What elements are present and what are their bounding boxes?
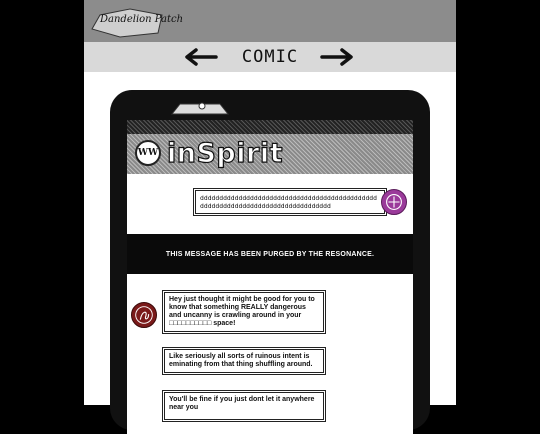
arrow-right-icon[interactable] (320, 47, 356, 67)
incoming-message-1: Hey just thought it might be good for you to know that something REALLY dangerous and uncanny is crawling around in your □□□□□□□□□□ space! (164, 292, 324, 332)
purged-notice: THIS MESSAGE HAS BEEN PURGED BY THE RESONANCE. (165, 250, 375, 258)
arrow-left-icon[interactable] (182, 47, 218, 67)
comic-page (84, 0, 456, 411)
app-name: inSpirit (167, 138, 283, 169)
own-message: dddddddddddddddddddddddddddddddddddddddddddddddddddddddddddddddddddddddddddddddd (195, 190, 385, 214)
contact-avatar-icon[interactable] (131, 302, 157, 328)
incoming-message-3: You'll be fine if you just dont let it anywhere near you (164, 392, 324, 420)
self-avatar-icon[interactable] (381, 189, 407, 215)
comic-navigation (84, 42, 456, 72)
phone-screen (127, 134, 413, 434)
app-header (127, 134, 413, 174)
app-logo-icon: WW (135, 140, 161, 166)
site-banner (84, 0, 456, 42)
site-logo-text: Dandelion Patch (100, 14, 184, 25)
purged-message-bar (127, 234, 413, 274)
site-logo[interactable] (90, 3, 184, 39)
incoming-message-2: Like seriously all sorts of ruinous intent is eminating from that thing shuffling around. (164, 349, 324, 373)
nav-title: COMIC (241, 47, 299, 67)
screen-status-strip (127, 120, 413, 134)
phone-clip-icon (170, 100, 230, 114)
phone-frame (110, 90, 430, 430)
